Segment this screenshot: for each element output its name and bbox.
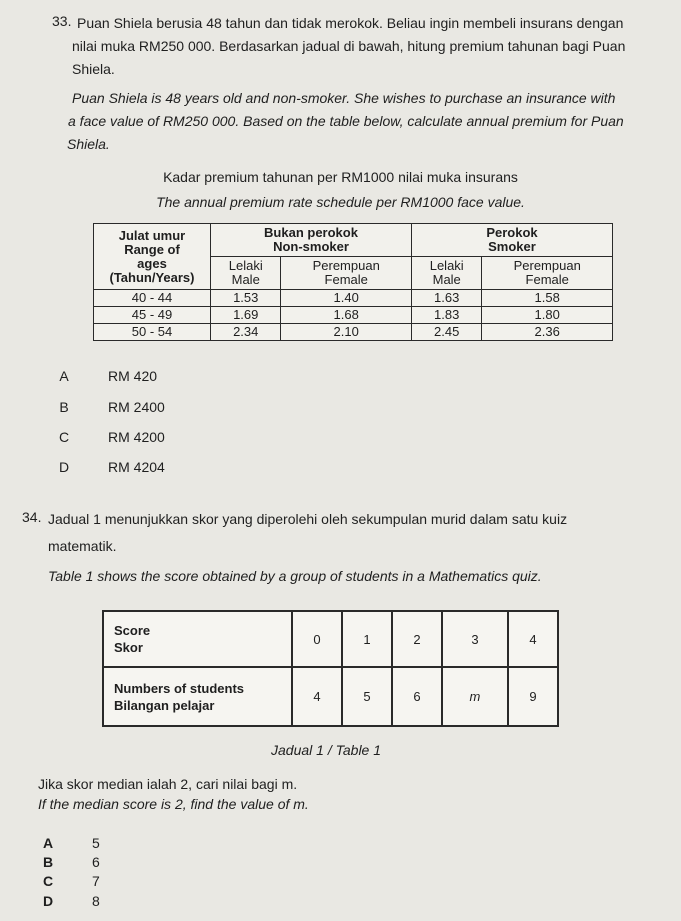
score-cell: 3	[442, 611, 508, 667]
rate-table-title-english: The annual premium rate schedule per RM1000 face value.	[156, 194, 525, 210]
q34-option-b-value: 6	[92, 854, 100, 870]
students-cell: 5	[342, 667, 392, 726]
students-cell: 9	[508, 667, 558, 726]
q33-option-c-value: RM 4200	[108, 429, 165, 445]
q33-malay-line-2: nilai muka RM250 000. Berdasarkan jadual di bawah, hitung premium tahunan bagi Puan	[72, 38, 626, 54]
rate-cell: 1.63	[411, 290, 481, 307]
rate-row	[94, 324, 613, 341]
q34-malay-line-1: Jadual 1 menunjukkan skor yang diperolehi oleh sekumpulan murid dalam satu kuiz	[48, 511, 568, 527]
ns-female-header: Perempuan Female	[281, 257, 412, 290]
q34-option-d-letter: D	[42, 893, 54, 909]
score-table	[102, 610, 559, 727]
age-cell: 45 - 49	[94, 307, 211, 324]
students-row	[103, 667, 558, 726]
students-cell: 4	[292, 667, 342, 726]
q33-number: 33.	[52, 13, 72, 29]
rate-row	[94, 290, 613, 307]
q33-option-a-value: RM 420	[108, 368, 158, 384]
q34-option-c-letter: C	[42, 873, 54, 889]
score-label-cell: Score Skor	[103, 611, 292, 667]
q34-question-malay: Jika skor median ialah 2, cari nilai bagi m.	[38, 776, 298, 792]
q33-english-line-2: a face value of RM250 000. Based on the table below, calculate annual premium for Puan	[68, 113, 624, 129]
q33-option-b-letter: B	[59, 399, 69, 415]
rate-row	[94, 307, 613, 324]
age-cell: 50 - 54	[94, 324, 211, 341]
q33-option-b-value: RM 2400	[108, 399, 165, 415]
q34-option-b-letter: B	[42, 854, 54, 870]
rate-cell: 1.58	[482, 290, 613, 307]
q34-option-a-letter: A	[42, 835, 54, 851]
students-cell-m: m	[442, 667, 508, 726]
rate-cell: 2.34	[211, 324, 281, 341]
smoker-header: Perokok Smoker	[411, 224, 612, 257]
rate-table-title-malay: Kadar premium tahunan per RM1000 nilai muka insurans	[163, 169, 518, 185]
rate-cell: 2.10	[281, 324, 412, 341]
students-label-cell: Numbers of students Bilangan pelajar	[103, 667, 292, 726]
rate-cell: 2.36	[482, 324, 613, 341]
q33-malay-line-3: Shiela.	[72, 61, 115, 77]
age-cell: 40 - 44	[94, 290, 211, 307]
q34-question-english: If the median score is 2, find the value of m.	[38, 796, 309, 812]
q34-number: 34.	[22, 509, 42, 525]
rate-cell: 1.80	[482, 307, 613, 324]
rate-cell: 1.69	[211, 307, 281, 324]
rate-cell: 2.45	[411, 324, 481, 341]
s-female-header: Perempuan Female	[482, 257, 613, 290]
score-cell: 1	[342, 611, 392, 667]
q33-english-line-3: Shiela.	[67, 136, 110, 152]
q33-malay-line-1: Puan Shiela berusia 48 tahun dan tidak merokok. Beliau ingin membeli insurans dengan	[77, 15, 624, 31]
q33-option-d-letter: D	[58, 459, 70, 475]
non-smoker-header: Bukan perokok Non-smoker	[211, 224, 412, 257]
ns-male-header: Lelaki Male	[211, 257, 281, 290]
rate-cell: 1.68	[281, 307, 412, 324]
q34-option-d-value: 8	[92, 893, 100, 909]
q34-option-a-value: 5	[92, 835, 100, 851]
q33-option-c-letter: C	[58, 429, 70, 445]
q34-english: Table 1 shows the score obtained by a group of students in a Mathematics quiz.	[48, 568, 542, 584]
s-male-header: Lelaki Male	[411, 257, 481, 290]
score-cell: 4	[508, 611, 558, 667]
q33-option-d-value: RM 4204	[108, 459, 165, 475]
age-range-header: Julat umur Range of ages (Tahun/Years)	[94, 224, 211, 290]
students-cell: 6	[392, 667, 442, 726]
premium-rate-table	[93, 223, 613, 341]
rate-cell: 1.53	[211, 290, 281, 307]
q34-malay-line-2: matematik.	[48, 538, 117, 554]
q33-option-a-letter: A	[59, 368, 69, 384]
score-cell: 2	[392, 611, 442, 667]
score-cell: 0	[292, 611, 342, 667]
score-table-caption: Jadual 1 / Table 1	[271, 742, 382, 758]
rate-cell: 1.40	[281, 290, 412, 307]
score-row	[103, 611, 558, 667]
q33-english-line-1: Puan Shiela is 48 years old and non-smoker. She wishes to purchase an insurance with	[72, 90, 616, 106]
rate-cell: 1.83	[411, 307, 481, 324]
q34-option-c-value: 7	[92, 873, 100, 889]
